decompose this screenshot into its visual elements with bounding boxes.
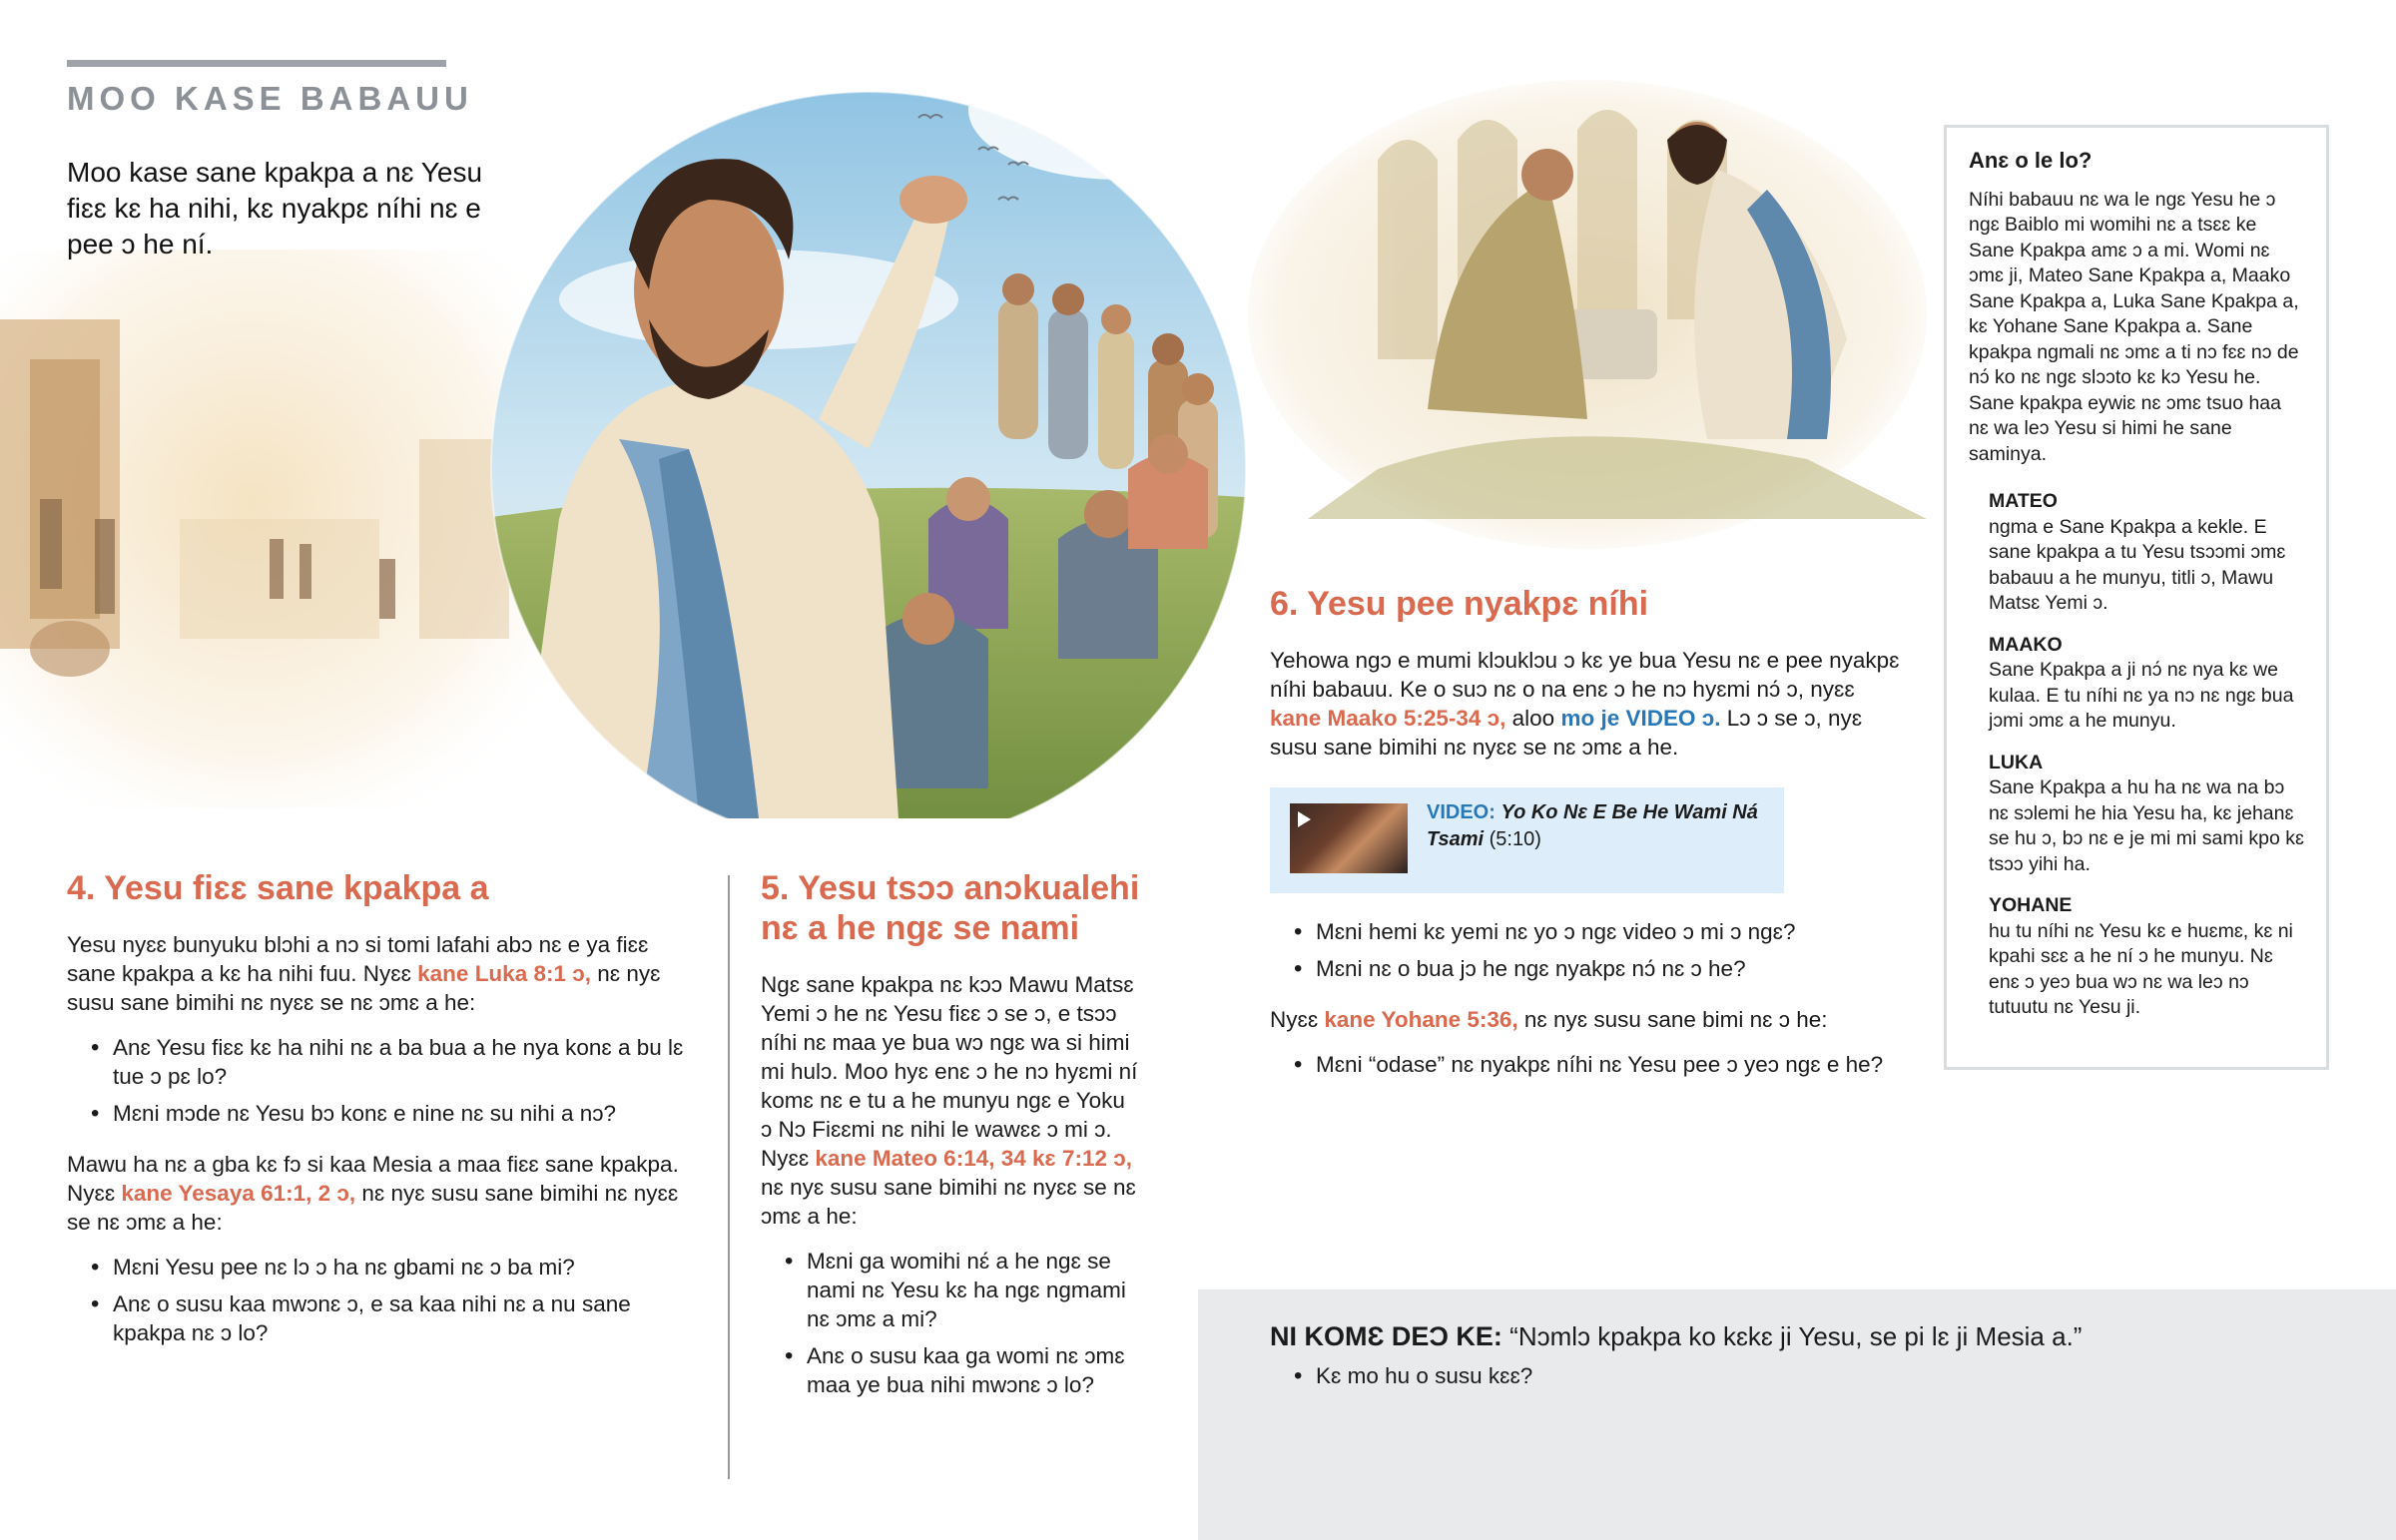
section-4-questions-1 (67, 1033, 686, 1128)
video-card[interactable] (1270, 787, 1784, 893)
play-icon (1298, 811, 1311, 827)
question-item: • Mɛni Yesu pee nɛ lɔ ɔ ha nɛ gbami nɛ ɔ ba mi? (67, 1253, 686, 1282)
section-6-paragraph-1 (1270, 646, 1909, 762)
scripture-link-mateo[interactable]: kane Mateo 6:14, 34 kɛ 7:12 ɔ, (815, 1146, 1132, 1171)
section-4-paragraph-2 (67, 1150, 686, 1237)
text-span: nɛ nyɛ susu sane bimihi nɛ nyɛɛ se nɛ ɔmɛ a he: (761, 1175, 1136, 1229)
text-span: Mawu ha nɛ a gba kɛ fɔ si kaa Mesia a maa fiɛɛ sane kpakpa. Nyɛɛ (67, 1152, 679, 1206)
question-item: • Mɛni hemi kɛ yemi nɛ yo ɔ ngɛ video ɔ mi ɔ ngɛ? (1270, 917, 1909, 946)
gospel-name: LUKA (1989, 751, 2044, 773)
text-span: Yehowa ngɔ e mumi klɔuklɔu ɔ kɛ ye bua Yesu nɛ e pee nyakpɛ níhi babauu. Ke o suɔ nɛ o na enɛ ɔ he nɔ hyɛmi nɔ́ ɔ, nyɛɛ (1270, 648, 1900, 702)
video-title[interactable]: Yo Ko Nɛ E Be He Wami Ná Tsami (1427, 801, 1758, 850)
section-6-questions-1 (1270, 917, 1909, 983)
sidebox-title: Anɛ o le lo? (1969, 148, 2093, 173)
scripture-link-maako[interactable]: kane Maako 5:25-34 ɔ, (1270, 706, 1506, 731)
video-label: VIDEO: (1427, 801, 1496, 823)
video-duration: (5:10) (1489, 828, 1541, 850)
question-item: • Mɛni mɔde nɛ Yesu bɔ konɛ e nine nɛ su nihi a nɔ? (67, 1099, 686, 1128)
question-item: • Anɛ Yesu fiɛɛ kɛ ha nihi nɛ a ba bua a he nya konɛ a bu lɛ tue ɔ pɛ lo? (67, 1033, 686, 1091)
column-divider (728, 875, 730, 1479)
section-5-title: 5. Yesu tsɔɔ anɔkualehi nɛ a he ngɛ se nami (761, 869, 1140, 947)
question-item: • Mɛni “odase” nɛ nyakpɛ níhi nɛ Yesu pee ɔ yeɔ ngɛ e he? (1270, 1050, 1909, 1079)
gospel-text: ngma e Sane Kpakpa a kekle. E sane kpakpa a tu Yesu tsɔɔmi ɔmɛ babauu a he munyu, titli ɔ, Mawu Matsɛ Yemi ɔ. (1989, 515, 2286, 614)
objection-quote: “Nɔmlɔ kpakpa ko kɛkɛ ji Yesu, se pi lɛ ji Mesia a.” (1509, 1321, 2083, 1351)
video-link[interactable]: mo je VIDEO ɔ. (1560, 706, 1721, 731)
gospel-name: MATEO (1989, 490, 2058, 512)
section-5-questions (761, 1247, 1140, 1399)
did-you-know-box (1944, 125, 2329, 1070)
gospel-yohane (1989, 893, 2304, 1021)
text-span: nɛ nyɛ susu sane bimi nɛ ɔ he: (1517, 1007, 1828, 1032)
gospel-text: Sane Kpakpa a ji nɔ́ nɛ nya kɛ we kulaa. E tu níhi nɛ ya nɔ nɛ ngɛ bua jɔmi ɔmɛ a he munyu. (1989, 659, 2294, 732)
objection-statement (1270, 1319, 2082, 1353)
text-span: nɛ nyɛ susu sane bimihi nɛ nyɛɛ se nɛ ɔmɛ a he: (67, 1181, 679, 1235)
scripture-link-yesaya[interactable]: kane Yesaya 61:1, 2 ɔ, (121, 1181, 356, 1206)
sidebox-intro: Níhi babauu nɛ wa le ngɛ Yesu he ɔ ngɛ Baiblo mi womihi nɛ a tsɛɛ ke Sane Kpakpa amɛ ɔ a mi. Womi nɛ ɔmɛ ji, Mateo Sane Kpakpa a, Maako Sane Kpakpa a, Luka Sane Kpakpa a, kɛ Yohane Sane Kpakpa a. Sane kpakpa ngmali nɛ ɔmɛ a ti nɔ fɛɛ nɔ de nɔ́ ko nɛ ngɛ slɔɔto kɛ kɔ Yesu he. Sane kpakpa eywiɛ nɛ ɔmɛ tsuo haa nɛ wa leɔ Yesu si himi he sane saminya. (1969, 188, 2299, 465)
text-span: Yesu nyɛɛ bunyuku blɔhi a nɔ si tomi lafahi abɔ nɛ e ya fiɛɛ sane kpakpa a kɛ ha nihi fuu. Nyɛɛ (67, 932, 649, 986)
section-6-title: 6. Yesu pee nyakpɛ níhi (1270, 585, 1649, 623)
page-title: MOO KASE BABAUU (67, 80, 473, 117)
text-span: aloo (1505, 706, 1561, 731)
section-4 (67, 868, 686, 1369)
video-caption (1427, 799, 1766, 853)
illustration-jesus-healing (1248, 80, 1927, 549)
section-6-questions-2 (1270, 1050, 1909, 1079)
section-4-paragraph-1 (67, 930, 686, 1017)
section-5-paragraph-1 (761, 970, 1140, 1231)
gospel-luka (1989, 751, 2304, 878)
text-span: nɛ nyɛ susu sane bimihi nɛ nyɛɛ se nɛ ɔmɛ a he: (67, 961, 661, 1015)
video-thumbnail[interactable] (1290, 803, 1408, 873)
text-span: Lɔ ɔ se ɔ, nyɛ susu sane bimihi nɛ nyɛɛ se nɛ ɔmɛ a he. (1270, 706, 1863, 760)
header-rule (67, 60, 446, 67)
jesus-healing-illustration (1248, 80, 1927, 549)
gospel-maako (1989, 633, 2304, 735)
objection-question: • Kɛ mo hu o susu kɛɛ? (1270, 1361, 1532, 1390)
objection-label: NI KOMƐ DEƆ KE: (1270, 1321, 1502, 1351)
illustration-jesus-preaching (0, 0, 1278, 818)
text-span: Nyɛɛ (1270, 1007, 1325, 1032)
gospel-name: MAAKO (1989, 633, 2063, 656)
question-item: • Mɛni nɛ o bua jɔ he ngɛ nyakpɛ nɔ́ nɛ ɔ he? (1270, 954, 1909, 983)
question-item: • Mɛni ga womihi nɛ́ a he ngɛ se nami nɛ Yesu kɛ ha ngɛ ngmami nɛ ɔmɛ a mi? (761, 1247, 1140, 1333)
section-4-questions-2 (67, 1253, 686, 1347)
section-6 (1270, 584, 1909, 1101)
jesus-preaching-illustration (0, 0, 1278, 818)
question-item: • Anɛ o susu kaa mwɔnɛ ɔ, e sa kaa nihi nɛ a nu sane kpakpa nɛ ɔ lo? (67, 1289, 686, 1347)
gospel-text: Sane Kpakpa a hu ha nɛ wa na bɔ nɛ sɔlemi he hia Yesu ha, kɛ jehanɛ se hu ɔ, bɔ nɛ e je mi mi sami kpo kɛ tsɔɔ yihi ha. (1989, 776, 2304, 875)
scripture-link-yohane[interactable]: kane Yohane 5:36, (1324, 1007, 1518, 1032)
gospel-text: hu tu níhi nɛ Yesu kɛ e huɛmɛ, kɛ ni kpahi sɛɛ a he ní ɔ he munyu. Nɛ enɛ ɔ yeɔ bua wɔ nɛ wa leɔ nɔ tutuutu nɛ Yesu ji. (1989, 919, 2293, 1018)
question-item: • Anɛ o susu kaa ga womi nɛ ɔmɛ maa ye bua nihi mwɔnɛ ɔ lo? (761, 1341, 1140, 1399)
section-6-paragraph-2 (1270, 1005, 1909, 1034)
intro-text: Moo kase sane kpakpa a nɛ Yesu fiɛɛ kɛ ha nihi, kɛ nyakpɛ níhi nɛ e pee ɔ he ní. (67, 157, 483, 259)
some-people-say-panel (1198, 1289, 2396, 1540)
gospel-name: YOHANE (1989, 894, 2073, 916)
gospel-mateo (1989, 489, 2304, 617)
section-4-title: 4. Yesu fiɛɛ sane kpakpa a (67, 869, 489, 907)
scripture-link-luka[interactable]: kane Luka 8:1 ɔ, (417, 961, 591, 986)
section-5 (761, 868, 1140, 1421)
text-span: Ngɛ sane kpakpa nɛ kɔɔ Mawu Matsɛ Yemi ɔ he nɛ Yesu fiɛɛ ɔ se ɔ, e tsɔɔ níhi nɛ maa ye bua wɔ ngɛ wa si himi mi hulɔ. Moo hyɛ enɛ ɔ he nɔ hyɛmi ní komɛ nɛ e tu a he munyu ngɛ e Yoku ɔ Nɔ Fiɛɛmi nɛ nihi le wawɛɛ ɔ mi ɔ. Nyɛɛ (761, 972, 1138, 1171)
